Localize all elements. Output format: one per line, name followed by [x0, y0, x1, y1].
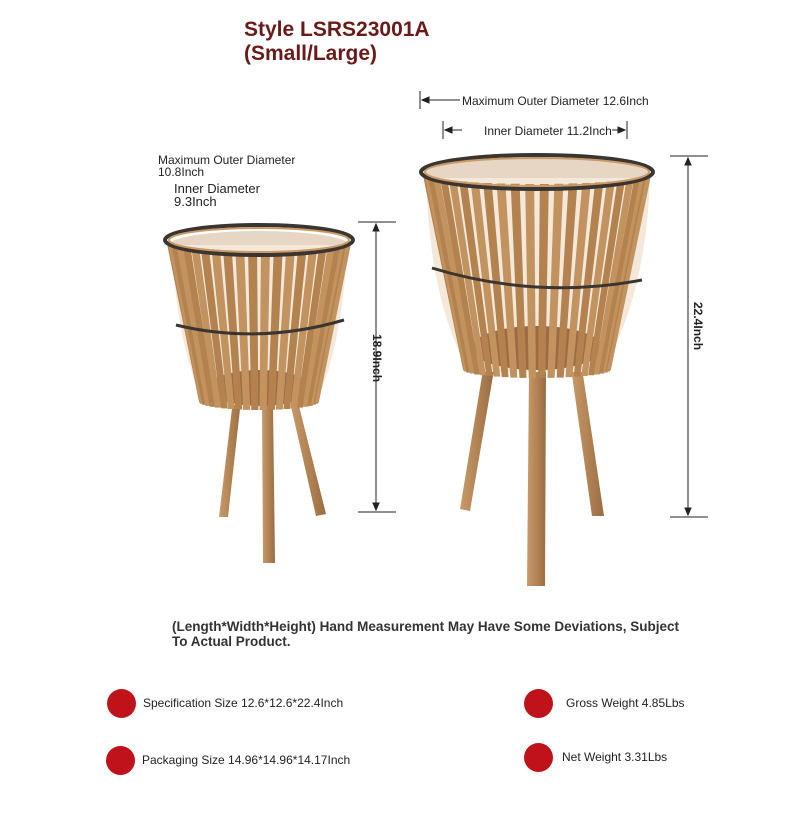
bullet-icon: [106, 746, 135, 775]
large-outer-diameter-arrow: [420, 91, 460, 109]
specification-size: Specification Size 12.6*12.6*22.4Inch: [143, 696, 344, 710]
small-inner-diameter-value: 9.3Inch: [174, 194, 217, 209]
small-planter-leg: [219, 400, 241, 517]
net-weight: Net Weight 3.31Lbs: [562, 750, 668, 764]
large-height-label: 22.4Inch: [691, 302, 705, 351]
bullet-icon: [524, 743, 553, 772]
large-planter-leg: [460, 370, 494, 511]
large-planter-leg: [571, 368, 604, 516]
small-outer-diameter-label: Maximum Outer Diameter: [158, 153, 296, 167]
measurement-note: (Length*Width*Height) Hand Measurement May Have Some Deviations, Subject To Actual Product.: [172, 619, 679, 649]
bullet-icon: [524, 689, 553, 718]
title-line-2: (Small/Large): [244, 42, 378, 65]
packaging-size: Packaging Size 14.96*14.96*14.17Inch: [142, 753, 351, 767]
large-planter-leg: [527, 372, 546, 586]
large-inner-diameter-label: Inner Diameter 11.2Inch: [484, 124, 612, 138]
bullet-icon: [107, 689, 136, 718]
small-planter-leg: [262, 405, 275, 563]
gross-weight: Gross Weight 4.85Lbs: [566, 696, 685, 710]
title-line-1: Style LSRS23001A: [244, 18, 430, 41]
small-inner-diameter-label: Inner Diameter: [174, 181, 260, 196]
large-planter-image: [421, 155, 653, 586]
large-outer-diameter-label: Maximum Outer Diameter 12.6Inch: [462, 94, 649, 108]
small-height-label: 18.9Inch: [370, 334, 384, 383]
small-planter-leg: [290, 402, 326, 516]
small-outer-diameter-value: 10.8Inch: [158, 165, 205, 179]
small-planter-image: [165, 225, 353, 563]
page-title: [244, 18, 430, 66]
